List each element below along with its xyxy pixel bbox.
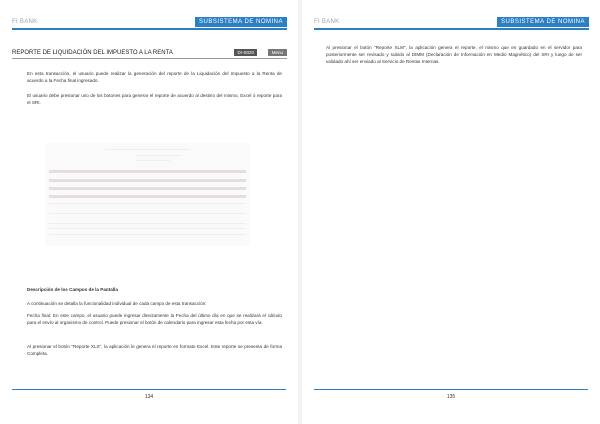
screenshot-field-line	[135, 155, 180, 156]
subsystem-label: SUBSISTEMA DE NOMINA	[497, 17, 589, 27]
header-rule	[12, 28, 287, 30]
document-title-bar	[12, 48, 287, 58]
screenshot-title-line	[105, 149, 190, 150]
page-number: 135	[446, 394, 456, 400]
report-screenshot	[45, 143, 250, 246]
xlm-paragraph: Al presionar el botón "Reporte XLM", la aplicación genera el reporte, el mismo que es guardado en el servidor para posteriormente ser revisado y subido al DIMM (Declaración de Información en Medio Magnético) del SRI y luego de ser validado ahí ser enviado al Servicio de Rentas Internas.	[326, 45, 582, 64]
left-page	[0, 0, 298, 424]
brand-logo: FI BANK	[12, 19, 38, 25]
screenshot-table-line	[49, 234, 246, 235]
screenshot-table-bar	[49, 187, 246, 190]
header-rule	[314, 28, 589, 30]
footer-rule	[12, 389, 286, 390]
screenshot-table-line	[49, 203, 246, 204]
screenshot-table-bar	[49, 195, 246, 198]
right-header	[314, 17, 589, 29]
screenshot-table-line	[49, 228, 246, 229]
menu-badge: Menu	[268, 49, 287, 56]
footer-rule	[314, 389, 588, 390]
section-paragraph-3: Al presionar el botón "Reporte XLS", la aplicación le genera el reporte en formato Excel. Este reporte se presenta de forma Completa.	[27, 344, 282, 356]
section-paragraph-1: A continuación se detalla la funcionalidad individual de cada campo de esta transacción:	[27, 301, 207, 306]
screenshot-table-line	[49, 223, 246, 224]
screenshot-table-bar	[49, 170, 246, 173]
screenshot-table-line	[49, 213, 246, 214]
page-title: REPORTE DE LIQUIDACIÓN DEL IMPUESTO A LA RENTA	[12, 50, 173, 56]
title-underline	[12, 58, 287, 59]
subsystem-label: SUBSISTEMA DE NOMINA	[195, 17, 287, 27]
screenshot-field-line	[135, 160, 170, 161]
intro-paragraph-2: El usuario debe presionar uno de los botones para generar el reporte de acuerdo al destino del mismo, Excel ó reporte para el SRI.	[27, 93, 282, 105]
right-page	[302, 0, 600, 424]
intro-paragraph-1: En esta transacción, el usuario puede realizar la generación del reporte de la Liquidación del Impuesto a la Renta de acuerdo a la Fecha final ingresado.	[27, 71, 282, 83]
section-paragraph-2: Fecha final: En este campo, el usuario puede ingresar directamente la Fecha del último día en que se realizará el cálculo para el envío al organismo de control. Puede presionar el botón de calendario para ingresar esta fecha por esta vía.	[27, 313, 282, 325]
screenshot-table-bar	[49, 179, 246, 182]
left-header	[12, 17, 287, 29]
page-number: 134	[144, 394, 154, 400]
brand-logo: FI BANK	[314, 19, 340, 25]
code-badge: DI-S020	[234, 49, 257, 56]
section-title: Descripción de los Campos de la Pantalla	[27, 287, 118, 292]
